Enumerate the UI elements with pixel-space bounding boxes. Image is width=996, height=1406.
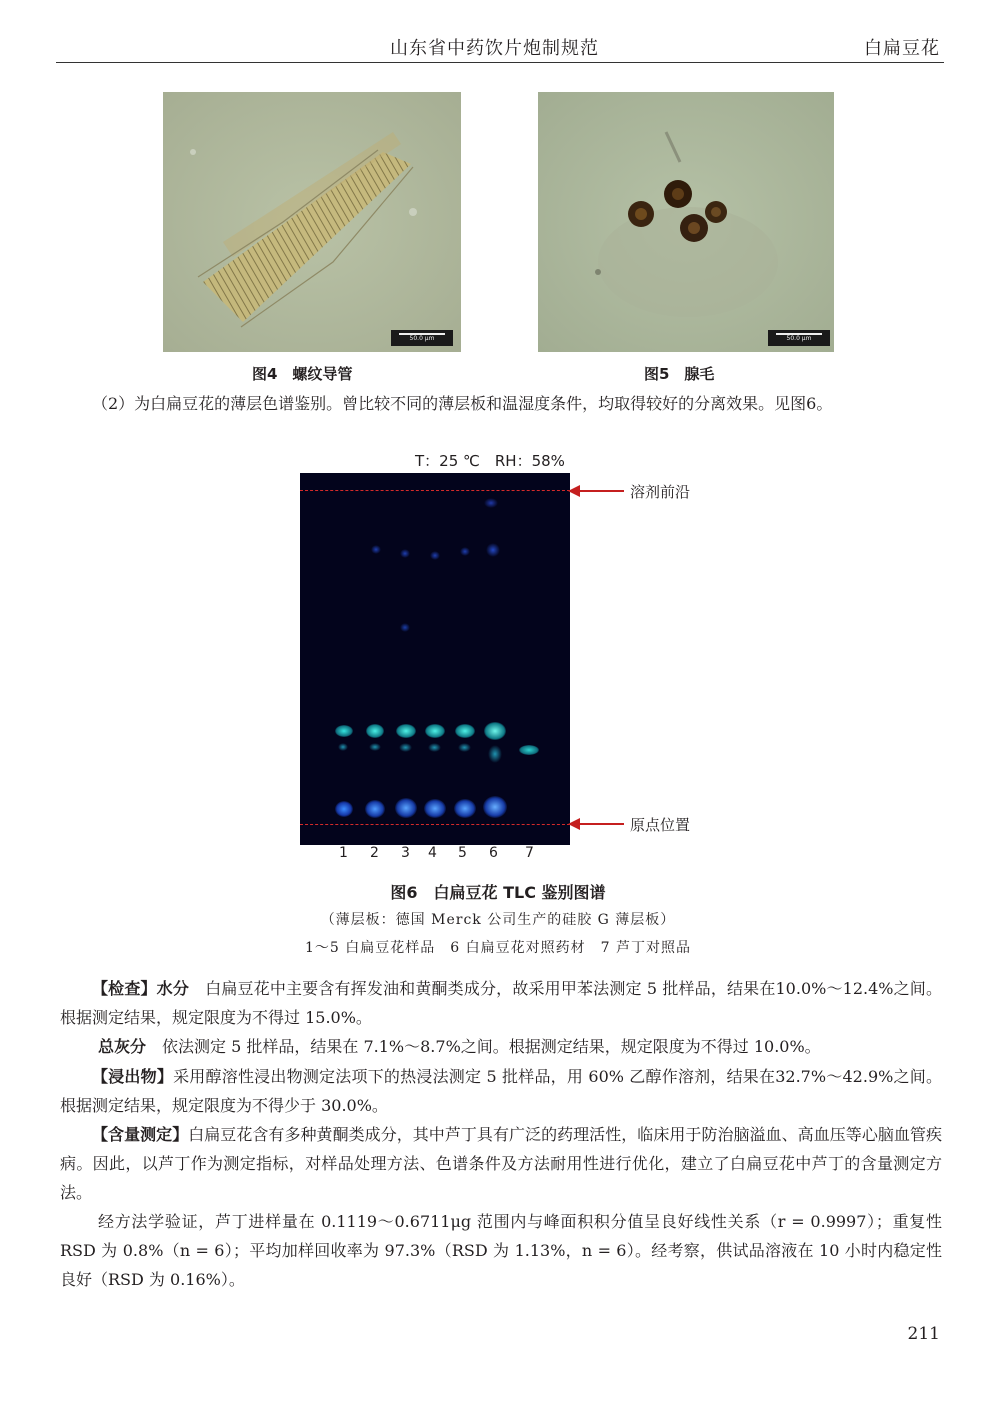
lane-3-spot bbox=[396, 724, 416, 738]
figure-6-note-plate: （薄层板：德国 Merck 公司生产的硅胶 G 薄层板） bbox=[320, 912, 676, 928]
figure-4-caption: 图4 螺纹导管 bbox=[252, 365, 353, 383]
lane-number: 6 bbox=[489, 845, 498, 861]
moisture-paragraph bbox=[60, 974, 942, 1032]
assay-heading: 【含量测定】 bbox=[92, 1125, 189, 1144]
solvent-front-line bbox=[300, 490, 570, 491]
lane-5-spot bbox=[455, 724, 475, 738]
lane-4-spot bbox=[424, 799, 446, 818]
lane-4-spot bbox=[428, 743, 441, 752]
scale-bar: 50.0 μm bbox=[391, 330, 453, 346]
extract-paragraph bbox=[60, 1062, 942, 1120]
origin-label: 原点位置 bbox=[630, 816, 691, 834]
lane-1-spot bbox=[335, 725, 353, 737]
moisture-text: 白扁豆花中主要含有挥发油和黄酮类成分，故采用甲苯法测定 5 批样品，结果在10.0%～12.4%之间。根据测定结果，规定限度为不得过 15.0%。 bbox=[60, 979, 942, 1027]
extract-text: 采用醇溶性浸出物测定法项下的热浸法测定 5 批样品，用 60% 乙醇作溶剂，结果在32.7%～42.9%之间。根据测定结果，规定限度为不得少于 30.0%。 bbox=[60, 1067, 942, 1115]
lane-5-spot bbox=[460, 547, 470, 556]
tlc-intro-paragraph: （2）为白扁豆花的薄层色谱鉴别。曾比较不同的薄层板和温湿度条件，均取得较好的分离效果。见图6。 bbox=[92, 394, 833, 413]
ash-text: 依法测定 5 批样品，结果在 7.1%～8.7%之间。根据测定结果，规定限度为不得过 10.0%。 bbox=[162, 1037, 821, 1056]
figure-4-micrograph bbox=[163, 92, 461, 352]
origin-arrow bbox=[578, 823, 624, 825]
lane-1-spot bbox=[335, 801, 353, 817]
figure-6-caption: 图6 白扁豆花 TLC 鉴别图谱 bbox=[390, 883, 606, 902]
lane-2-spot bbox=[365, 800, 385, 818]
solvent-front-label: 溶剂前沿 bbox=[630, 483, 691, 501]
lane-3-spot bbox=[395, 798, 417, 818]
lane-number: 4 bbox=[428, 845, 437, 861]
lane-4-spot bbox=[425, 724, 445, 738]
lane-6-spot bbox=[486, 543, 500, 557]
scale-bar: 50.0 μm bbox=[768, 330, 830, 346]
lane-number: 3 bbox=[401, 845, 410, 861]
validation-paragraph: 经方法学验证，芦丁进样量在 0.1119～0.6711μg 范围内与峰面积积分值呈良好线性关系（r = 0.9997）；重复性 RSD 为 0.8%（n = 6）；平均加样回收率为 97.3%（RSD 为 1.13%，n = 6）。经考察，供试品溶液在 10 小时内稳定性良好（RSD 为 0.16%）。 bbox=[60, 1212, 942, 1289]
check-heading: 【检查】 bbox=[92, 979, 157, 998]
lane-number: 5 bbox=[458, 845, 467, 861]
lane-3-spot bbox=[400, 623, 410, 632]
lane-6-spot bbox=[484, 722, 506, 740]
lane-number: 1 bbox=[339, 845, 348, 861]
lane-3-spot bbox=[400, 549, 410, 558]
assay-paragraph bbox=[60, 1120, 942, 1207]
header-book-title: 山东省中药饮片炮制规范 bbox=[390, 38, 599, 59]
lane-5-spot bbox=[454, 799, 476, 818]
ash-paragraph bbox=[60, 1032, 942, 1061]
tlc-conditions: T：25 ℃ RH：58% bbox=[415, 452, 565, 470]
origin-line bbox=[300, 824, 570, 825]
solvent-front-arrow bbox=[578, 490, 624, 492]
assay-text: 白扁豆花含有多种黄酮类成分，其中芦丁具有广泛的药理活性，临床用于防治脑溢血、高血压等心脑血管疾病。因此，以芦丁作为测定指标，对样品处理方法、色谱条件及方法耐用性进行优化，建立了白扁豆花中芦丁的含量测定方法。 bbox=[60, 1125, 942, 1202]
lane-6-spot bbox=[483, 796, 507, 818]
figure-5-caption: 图5 腺毛 bbox=[644, 365, 715, 383]
lane-1-spot bbox=[338, 743, 348, 751]
header-rule bbox=[56, 62, 944, 63]
lane-number: 2 bbox=[370, 845, 379, 861]
lane-2-spot bbox=[366, 724, 384, 738]
lane-2-spot bbox=[371, 545, 381, 554]
header-section-title: 白扁豆花 bbox=[864, 38, 940, 59]
lane-2-spot bbox=[369, 743, 381, 751]
tlc-plate bbox=[300, 473, 570, 845]
lane-5-spot bbox=[458, 743, 471, 752]
lane-number: 7 bbox=[525, 845, 534, 861]
page-number: 211 bbox=[907, 1324, 940, 1344]
extract-heading: 【浸出物】 bbox=[92, 1067, 174, 1086]
spiral-vessel-image bbox=[163, 92, 461, 352]
figure-5-micrograph bbox=[538, 92, 834, 352]
ash-heading: 总灰分 bbox=[98, 1037, 147, 1056]
moisture-heading: 水分 bbox=[156, 979, 190, 998]
lane-7-spot bbox=[519, 745, 539, 755]
lane-4-spot bbox=[430, 551, 440, 560]
lane-3-spot bbox=[399, 743, 412, 752]
lane-6-spot bbox=[484, 498, 498, 508]
lane-6-spot bbox=[488, 745, 502, 763]
figure-6-note-lanes: 1～5 白扁豆花样品 6 白扁豆花对照药材 7 芦丁对照品 bbox=[305, 940, 691, 956]
glandular-hair-image bbox=[538, 92, 834, 352]
